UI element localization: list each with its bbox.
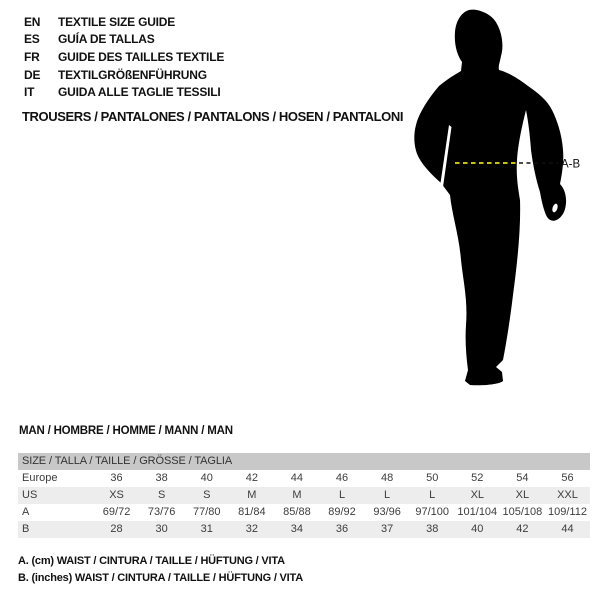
size-cell: S xyxy=(157,489,166,501)
size-cell: 37 xyxy=(380,523,394,535)
size-cell: 42 xyxy=(245,472,258,484)
table-row-europe xyxy=(18,470,590,487)
table-row-b-inches xyxy=(18,521,590,538)
size-table xyxy=(18,453,590,538)
row-label: Europe xyxy=(22,472,58,484)
language-row-en xyxy=(24,13,224,31)
size-cell: 46 xyxy=(335,472,349,484)
size-cell: L xyxy=(338,489,346,501)
row-label: A xyxy=(22,506,30,518)
language-row-fr xyxy=(24,48,224,66)
size-cell: M xyxy=(247,489,257,501)
table-row-a-cm xyxy=(18,504,590,521)
gender-label: MAN / HOMBRE / HOMME / MANN / MAN xyxy=(19,425,233,437)
size-cell: 32 xyxy=(245,523,258,535)
table-row-us xyxy=(18,487,590,504)
language-row-it xyxy=(24,83,224,101)
man-silhouette-figure xyxy=(395,0,600,410)
size-cell: 81/84 xyxy=(238,506,266,518)
size-cell: 56 xyxy=(561,472,574,484)
language-list xyxy=(24,13,224,101)
size-cell: 36 xyxy=(110,472,123,484)
size-cell: 30 xyxy=(155,523,168,535)
size-cell: 42 xyxy=(516,523,529,535)
size-cell: 54 xyxy=(516,472,529,484)
size-cell: 36 xyxy=(335,523,349,535)
size-cell: 40 xyxy=(471,523,484,535)
size-cell: 89/92 xyxy=(328,506,356,518)
language-row-de xyxy=(24,66,224,84)
measure-label: A-B xyxy=(561,158,581,171)
size-cell: XXL xyxy=(557,489,578,501)
size-cell: 48 xyxy=(380,472,394,484)
size-cell: 50 xyxy=(426,472,439,484)
row-label: B xyxy=(22,523,30,535)
size-cell: 44 xyxy=(561,523,574,535)
language-code: FR xyxy=(24,49,40,64)
size-cell: 101/104 xyxy=(457,506,498,518)
size-cell: 93/96 xyxy=(373,506,401,518)
size-cell: 69/72 xyxy=(102,506,131,518)
size-cell: 109/112 xyxy=(548,506,587,518)
size-cell: XS xyxy=(109,489,124,501)
size-cell: 85/88 xyxy=(283,506,311,518)
size-cell: 44 xyxy=(290,472,304,484)
footnote-a: A. (cm) WAIST / CINTURA / TAILLE / HÜFTUNG / VITA xyxy=(18,555,285,567)
size-table-header: SIZE / TALLA / TAILLE / GRÖSSE / TAGLIA xyxy=(18,453,590,470)
language-label: GUIDA ALLE TAGLIE TESSILI xyxy=(58,85,221,100)
footnote-b: B. (inches) WAIST / CINTURA / TAILLE / HÜFTUNG / VITA xyxy=(18,572,303,584)
man-silhouette xyxy=(414,10,566,386)
language-label: TEXTILE SIZE GUIDE xyxy=(58,14,176,29)
size-cell: 38 xyxy=(426,523,439,535)
language-row-es xyxy=(24,31,224,49)
language-label: GUÍA DE TALLAS xyxy=(58,32,155,47)
size-cell: 52 xyxy=(471,472,484,484)
row-label: US xyxy=(22,489,38,501)
language-label: GUIDE DES TAILLES TEXTILE xyxy=(58,49,225,64)
size-cell: S xyxy=(203,489,211,501)
language-code: EN xyxy=(24,14,41,29)
size-cell: 31 xyxy=(200,523,213,535)
language-label: TEXTILGRÖßENFÜHRUNG xyxy=(58,67,207,82)
category-title: TROUSERS / PANTALONES / PANTALONS / HOSEN / PANTALONI xyxy=(22,109,404,124)
footnotes xyxy=(18,553,303,587)
language-code: ES xyxy=(24,32,40,47)
language-code: IT xyxy=(24,85,35,100)
size-cell: 28 xyxy=(110,523,123,535)
size-cell: M xyxy=(292,489,302,501)
size-cell: XL xyxy=(470,489,485,501)
size-cell: 38 xyxy=(155,472,168,484)
size-cell: 105/108 xyxy=(502,506,543,518)
size-cell: 34 xyxy=(290,523,304,535)
size-cell: 97/100 xyxy=(415,506,450,518)
size-cell: 73/76 xyxy=(147,506,176,518)
size-cell: 77/80 xyxy=(192,506,221,518)
size-cell: XL xyxy=(515,489,530,501)
size-cell: L xyxy=(384,489,391,501)
size-cell: 40 xyxy=(200,472,213,484)
size-cell: L xyxy=(429,489,436,501)
language-code: DE xyxy=(24,67,41,82)
